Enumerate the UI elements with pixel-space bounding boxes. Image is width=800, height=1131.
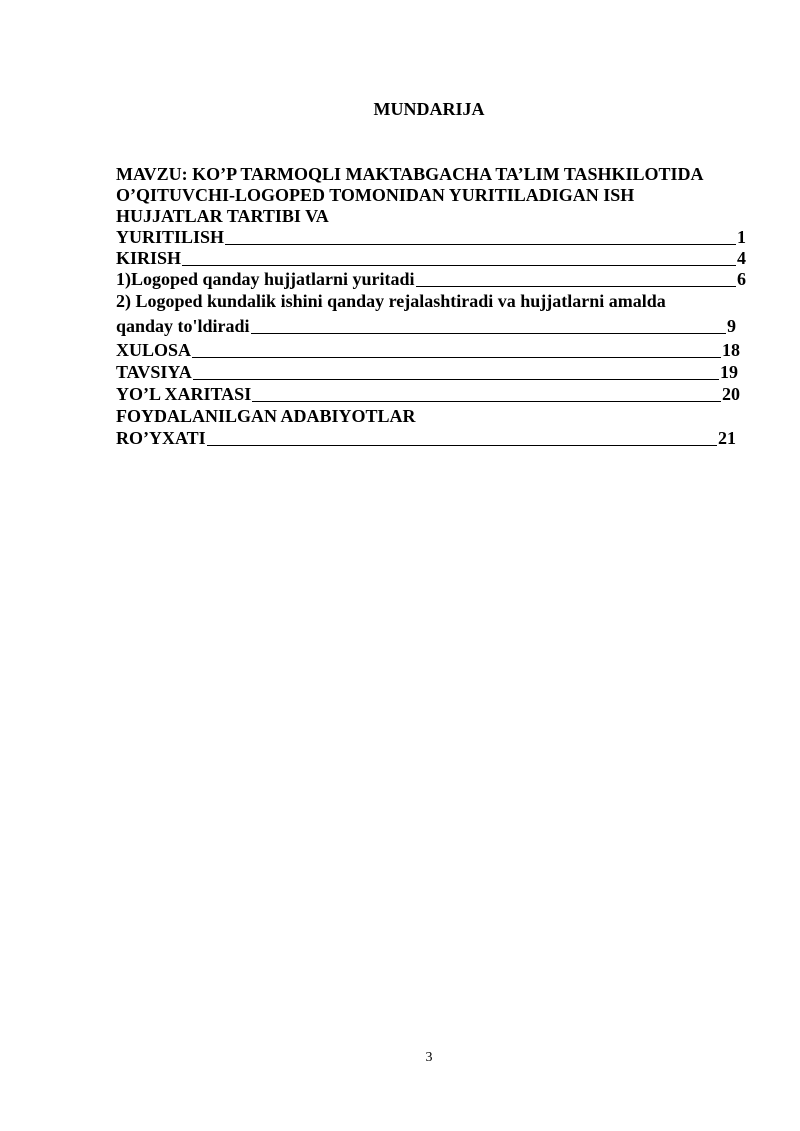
toc-entry-label: RO’YXATI	[116, 428, 206, 448]
toc-entry-page: 19	[720, 362, 738, 382]
toc-entry-page: 18	[722, 340, 740, 360]
toc-entry-adabiyotlar[interactable]	[116, 427, 736, 449]
toc-entry-label: XULOSA	[116, 340, 192, 360]
toc-entry-yol-xaritasi[interactable]	[116, 383, 740, 405]
toc-entry-topic[interactable]	[116, 227, 746, 248]
toc-entry-label: YURITILISH	[116, 227, 225, 247]
toc-entry-label: YO’L XARITASI	[116, 384, 252, 404]
dot-leader	[416, 286, 736, 287]
toc-topic-line-2: O’QITUVCHI-LOGOPED TOMONIDAN YURITILADIGAN ISH	[116, 185, 635, 205]
toc-entry-page: 4	[737, 248, 746, 268]
toc-item-2-line-1: 2) Logoped kundalik ishini qanday rejalashtiradi va hujjatlarni amalda	[116, 291, 666, 311]
toc-entry-label: 1)Logoped qanday hujjatlarni yuritadi	[116, 269, 415, 289]
toc-entry-item-2[interactable]	[116, 316, 736, 337]
dot-leader	[182, 265, 736, 266]
toc-entry-page: 20	[722, 384, 740, 404]
toc-entry-page: 9	[727, 316, 736, 336]
toc-entry-kirish[interactable]	[116, 248, 746, 269]
toc-entry-page: 21	[718, 428, 736, 448]
dot-leader	[192, 357, 721, 358]
dot-leader	[251, 333, 726, 334]
page-number: 3	[425, 1050, 433, 1065]
dot-leader	[207, 445, 717, 446]
toc-entry-page: 6	[737, 269, 746, 289]
toc-entry-page: 1	[737, 227, 746, 247]
toc-topic-line-3: HUJJATLAR TARTIBI VA	[116, 206, 329, 226]
toc-entry-tavsiya[interactable]	[116, 361, 738, 383]
toc-foyda-line-1: FOYDALANILGAN ADABIYOTLAR	[116, 406, 416, 426]
toc-entry-label: qanday to'ldiradi	[116, 316, 250, 336]
toc-topic-line-1: MAVZU: KO’P TARMOQLI MAKTABGACHA TA’LIM TASHKILOTIDA	[116, 164, 704, 184]
toc-entry-label: KIRISH	[116, 248, 182, 268]
dot-leader	[252, 401, 721, 402]
dot-leader	[225, 244, 736, 245]
toc-entry-xulosa[interactable]	[116, 339, 740, 361]
page-title: MUNDARIJA	[373, 99, 485, 119]
toc-entry-item-1[interactable]	[116, 269, 746, 290]
toc-entry-label: TAVSIYA	[116, 362, 192, 382]
table-of-contents	[116, 164, 746, 449]
dot-leader	[193, 379, 719, 380]
